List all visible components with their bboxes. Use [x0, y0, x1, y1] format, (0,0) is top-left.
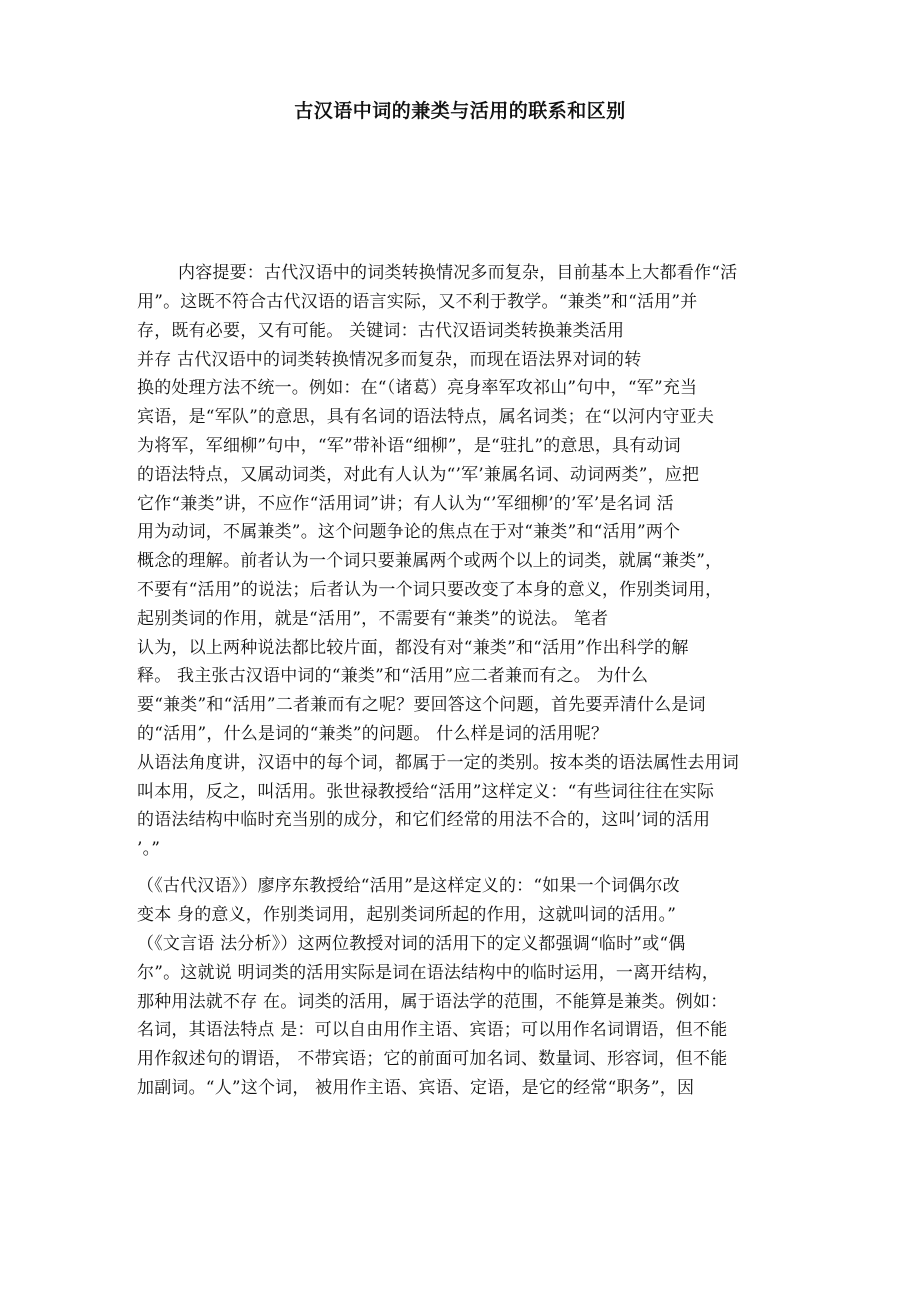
body-line-6: 宾语，是“军队”的意思，具有名词的语法特点，属名词类；在“以河内守亚夫 — [137, 407, 715, 427]
body-line-11: 概念的理解。前者认为一个词只要兼属两个或两个以上的词类，就属“兼类”， — [137, 551, 723, 571]
body-line-7: 为将军，军细柳”句中，“军”带补语“细柳”，是“驻扎”的意思，具有动词 — [137, 436, 681, 456]
body-line-25: 尔”。这就说 明词类的活用实际是词在语法结构中的临时运用，一离开结构， — [137, 963, 720, 983]
body-line-22: （《古代汉语》）廖序东教授给“活用”是这样定义的：“如果一个词偶尔改 — [137, 876, 680, 896]
body-line-10: 用为动词，不属兼类”。这个问题争论的焦点在于对“兼类”和“活用”两个 — [137, 522, 681, 542]
body-line-2: 用”。这既不符合古代汉语的语言实际，又不利于教学。“兼类”和“活用”并 — [137, 292, 698, 312]
body-line-13: 起别类词的作用，就是“活用”，不需要有“兼类”的说法。 笔者 — [137, 609, 609, 629]
body-line-16: 要“兼类”和“活用”二者兼而有之呢？要回答这个问题，首先要弄清什么是词 — [137, 695, 706, 715]
body-line-5: 换的处理方法不统一。例如：在“（诸葛）亮身率军攻祁山”句中，“军”充当 — [137, 378, 698, 398]
body-line-3: 存，既有必要，又有可能。 关键词：古代汉语词类转换兼类活用 — [137, 321, 625, 341]
body-line-28: 用作叙述句的谓语， 不带宾语；它的前面可加名词、数量词、形容词，但不能 — [137, 1049, 728, 1069]
body-line-27: 名词，其语法特点 是：可以自由用作主语、宾语；可以用作名词谓语，但不能 — [137, 1020, 728, 1040]
body-line-29: 加副词。“人”这个词， 被用作主语、宾语、定语，是它的经常“职务”，因 — [137, 1078, 695, 1098]
body-line-18: 从语法角度讲，汉语中的每个词，都属于一定的类别。按本类的语法属性去用词 — [137, 753, 739, 773]
body-line-14: 认为，以上两种说法都比较片面，都没有对“兼类”和“活用”作出科学的解 — [137, 638, 689, 658]
body-line-9: 它作“兼类”讲，不应作“活用词”讲；有人认为“’军细柳’的’军’是名词 活 — [137, 494, 674, 514]
body-line-1: 内容提要：古代汉语中的词类转换情况多而复杂，目前基本上大都看作“活 — [178, 263, 738, 283]
body-line-24: （《文言语 法分析》）这两位教授对词的活用下的定义都强调“临时”或“偶 — [137, 934, 686, 954]
body-line-17: 的“活用”，什么是词的“兼类”的问题。 什么样是词的活用呢？ — [137, 724, 609, 744]
body-line-20: 的语法结构中临时充当别的成分，和它们经常的用法不合的，这叫’词的活用 — [137, 810, 711, 830]
body-line-4: 并存 古代汉语中的词类转换情况多而复杂，而现在语法界对词的转 — [137, 350, 642, 370]
body-line-23: 变本 身的意义，作别类词用，起别类词所起的作用，这就叫词的活用。” — [137, 905, 677, 925]
body-line-8: 的语法特点，又属动词类，对此有人认为“’军’兼属名词、动词两类”，应把 — [137, 465, 700, 485]
document-title: 古汉语中词的兼类与活用的联系和区别 — [294, 100, 626, 122]
body-line-21: ’。” — [137, 839, 161, 859]
body-line-15: 释。 我主张古汉语中词的“兼类”和“活用”应二者兼而有之。 为什么 — [137, 666, 649, 686]
body-line-12: 不要有“活用”的说法；后者认为一个词只要改变了本身的意义，作别类词用， — [137, 580, 723, 600]
body-line-26: 那种用法就不存 在。词类的活用，属于语法学的范围，不能算是兼类。例如： — [137, 992, 728, 1012]
body-line-19: 叫本用，反之，叫活用。张世禄教授给“活用”这样定义：“有些词往往在实际 — [137, 782, 715, 802]
